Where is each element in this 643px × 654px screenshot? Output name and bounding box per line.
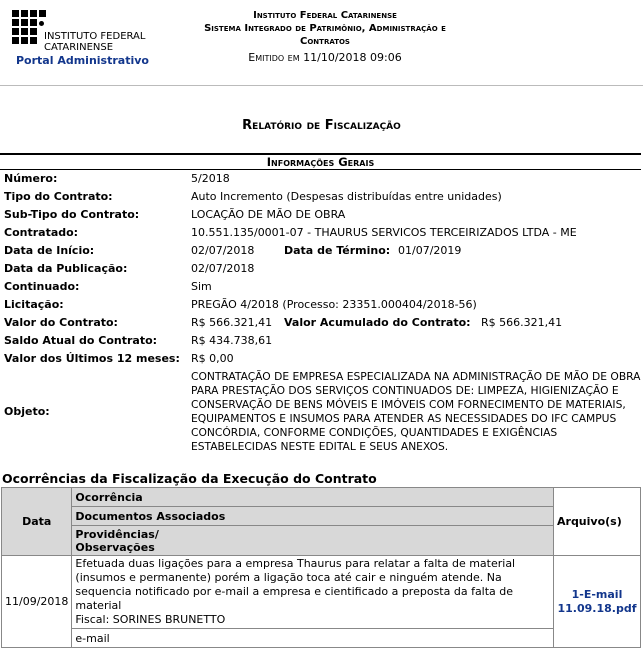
publicacao-value: 02/07/2018 xyxy=(191,262,255,275)
institute-name: INSTITUTO FEDERAL CATARINENSE xyxy=(44,31,146,53)
subtipo-value: LOCAÇÃO DE MÃO DE OBRA xyxy=(191,208,346,221)
saldo-label: Saldo Atual do Contrato: xyxy=(4,334,158,347)
occurrences-table xyxy=(1,487,641,648)
objeto-value: CONTRATAÇÃO DE EMPRESA ESPECIALIZADA NA ADMINISTRAÇÃO DE MÃO DE OBRA PARA PRESTAÇÃO DOS SERVIÇOS CONTINUADOS DE: LIMPEZA, HIGIENIZAÇÃO E CONSERVAÇÃO DE BENS MÓVEIS E IMÓVEIS COM FORNECIMENTO DE MATERIAIS, EQUIPAMENTOS E INSUMOS PARA ATENDER AS NECESSIDADES DO IFC CAMPUS CONCÓRDIA, CONFORME CONDIÇÕES, QUANTIDADES E EXIGÊNCIAS ESTABELECIDAS NESTE EDITAL E SEUS ANEXOS. xyxy=(191,370,641,453)
row-file-cell xyxy=(554,556,641,648)
publicacao-label: Data da Publicação: xyxy=(4,262,128,275)
header-titles xyxy=(160,9,490,48)
termino-label: Data de Término: xyxy=(284,244,391,257)
col-header-data: Data xyxy=(2,488,72,556)
col-header-ocorrencia: Ocorrência xyxy=(72,488,554,507)
table-row xyxy=(2,556,641,629)
inicio-label: Data de Início: xyxy=(4,244,95,257)
continuado-value: Sim xyxy=(191,280,212,293)
numero-value: 5/2018 xyxy=(191,172,230,185)
portal-link[interactable]: Portal Administrativo xyxy=(16,54,149,67)
acumulado-value: R$ 566.321,41 xyxy=(481,316,563,329)
objeto-label: Objeto: xyxy=(4,405,50,418)
col-header-providencias: Providências/ Observações xyxy=(72,526,554,556)
subtipo-label: Sub-Tipo do Contrato: xyxy=(4,208,140,221)
page-title: Relatório de Fiscalização xyxy=(242,118,401,133)
ultimos-label: Valor dos Últimos 12 meses: xyxy=(4,352,180,365)
emitted-timestamp: Emitido em 11/10/2018 09:06 xyxy=(248,51,402,64)
row-occurrence: Efetuada duas ligações para a empresa Thaurus para relatar a falta de material (insumos e permanente) porém a ligação toca até cair e ninguém atende. Na sequencia notificado por e-mail a empresa e cientificado a preposta da falta de material Fiscal: SORINES BRUNETTO xyxy=(72,556,554,629)
tipo-value: Auto Incremento (Despesas distribuídas entre unidades) xyxy=(191,190,502,203)
continuado-label: Continuado: xyxy=(4,280,80,293)
tipo-label: Tipo do Contrato: xyxy=(4,190,113,203)
acumulado-label: Valor Acumulado do Contrato: xyxy=(284,316,471,329)
licitacao-value: PREGÃO 4/2018 (Processo: 23351.000404/2018-56) xyxy=(191,298,477,311)
occurrences-title: Ocorrências da Fiscalização da Execução do Contrato xyxy=(2,471,377,486)
system-title-cont: Contratos xyxy=(300,36,350,47)
valor-label: Valor do Contrato: xyxy=(4,316,118,329)
general-info-header: Informações Gerais xyxy=(0,153,641,170)
contratado-value: 10.551.135/0001-07 - THAURUS SERVICOS TERCEIRIZADOS LTDA - ME xyxy=(191,226,577,239)
ultimos-value: R$ 0,00 xyxy=(191,352,234,365)
col-header-arquivo: Arquivo(s) xyxy=(554,488,641,556)
termino-value: 01/07/2019 xyxy=(398,244,462,257)
col-header-documentos: Documentos Associados xyxy=(72,507,554,526)
header-divider xyxy=(0,85,643,86)
file-link[interactable]: 1-E-mail 11.09.18.pdf xyxy=(557,587,637,615)
system-title: Sistema Integrado de Patrimônio, Administração e xyxy=(204,23,446,34)
org-title: Instituto Federal Catarinense xyxy=(253,10,397,21)
saldo-value: R$ 434.738,61 xyxy=(191,334,273,347)
numero-label: Número: xyxy=(4,172,58,185)
contratado-label: Contratado: xyxy=(4,226,79,239)
licitacao-label: Licitação: xyxy=(4,298,64,311)
row-documents: e-mail xyxy=(72,629,554,648)
row-date: 11/09/2018 xyxy=(2,556,72,648)
valor-value: R$ 566.321,41 xyxy=(191,316,273,329)
inicio-value: 02/07/2018 xyxy=(191,244,255,257)
